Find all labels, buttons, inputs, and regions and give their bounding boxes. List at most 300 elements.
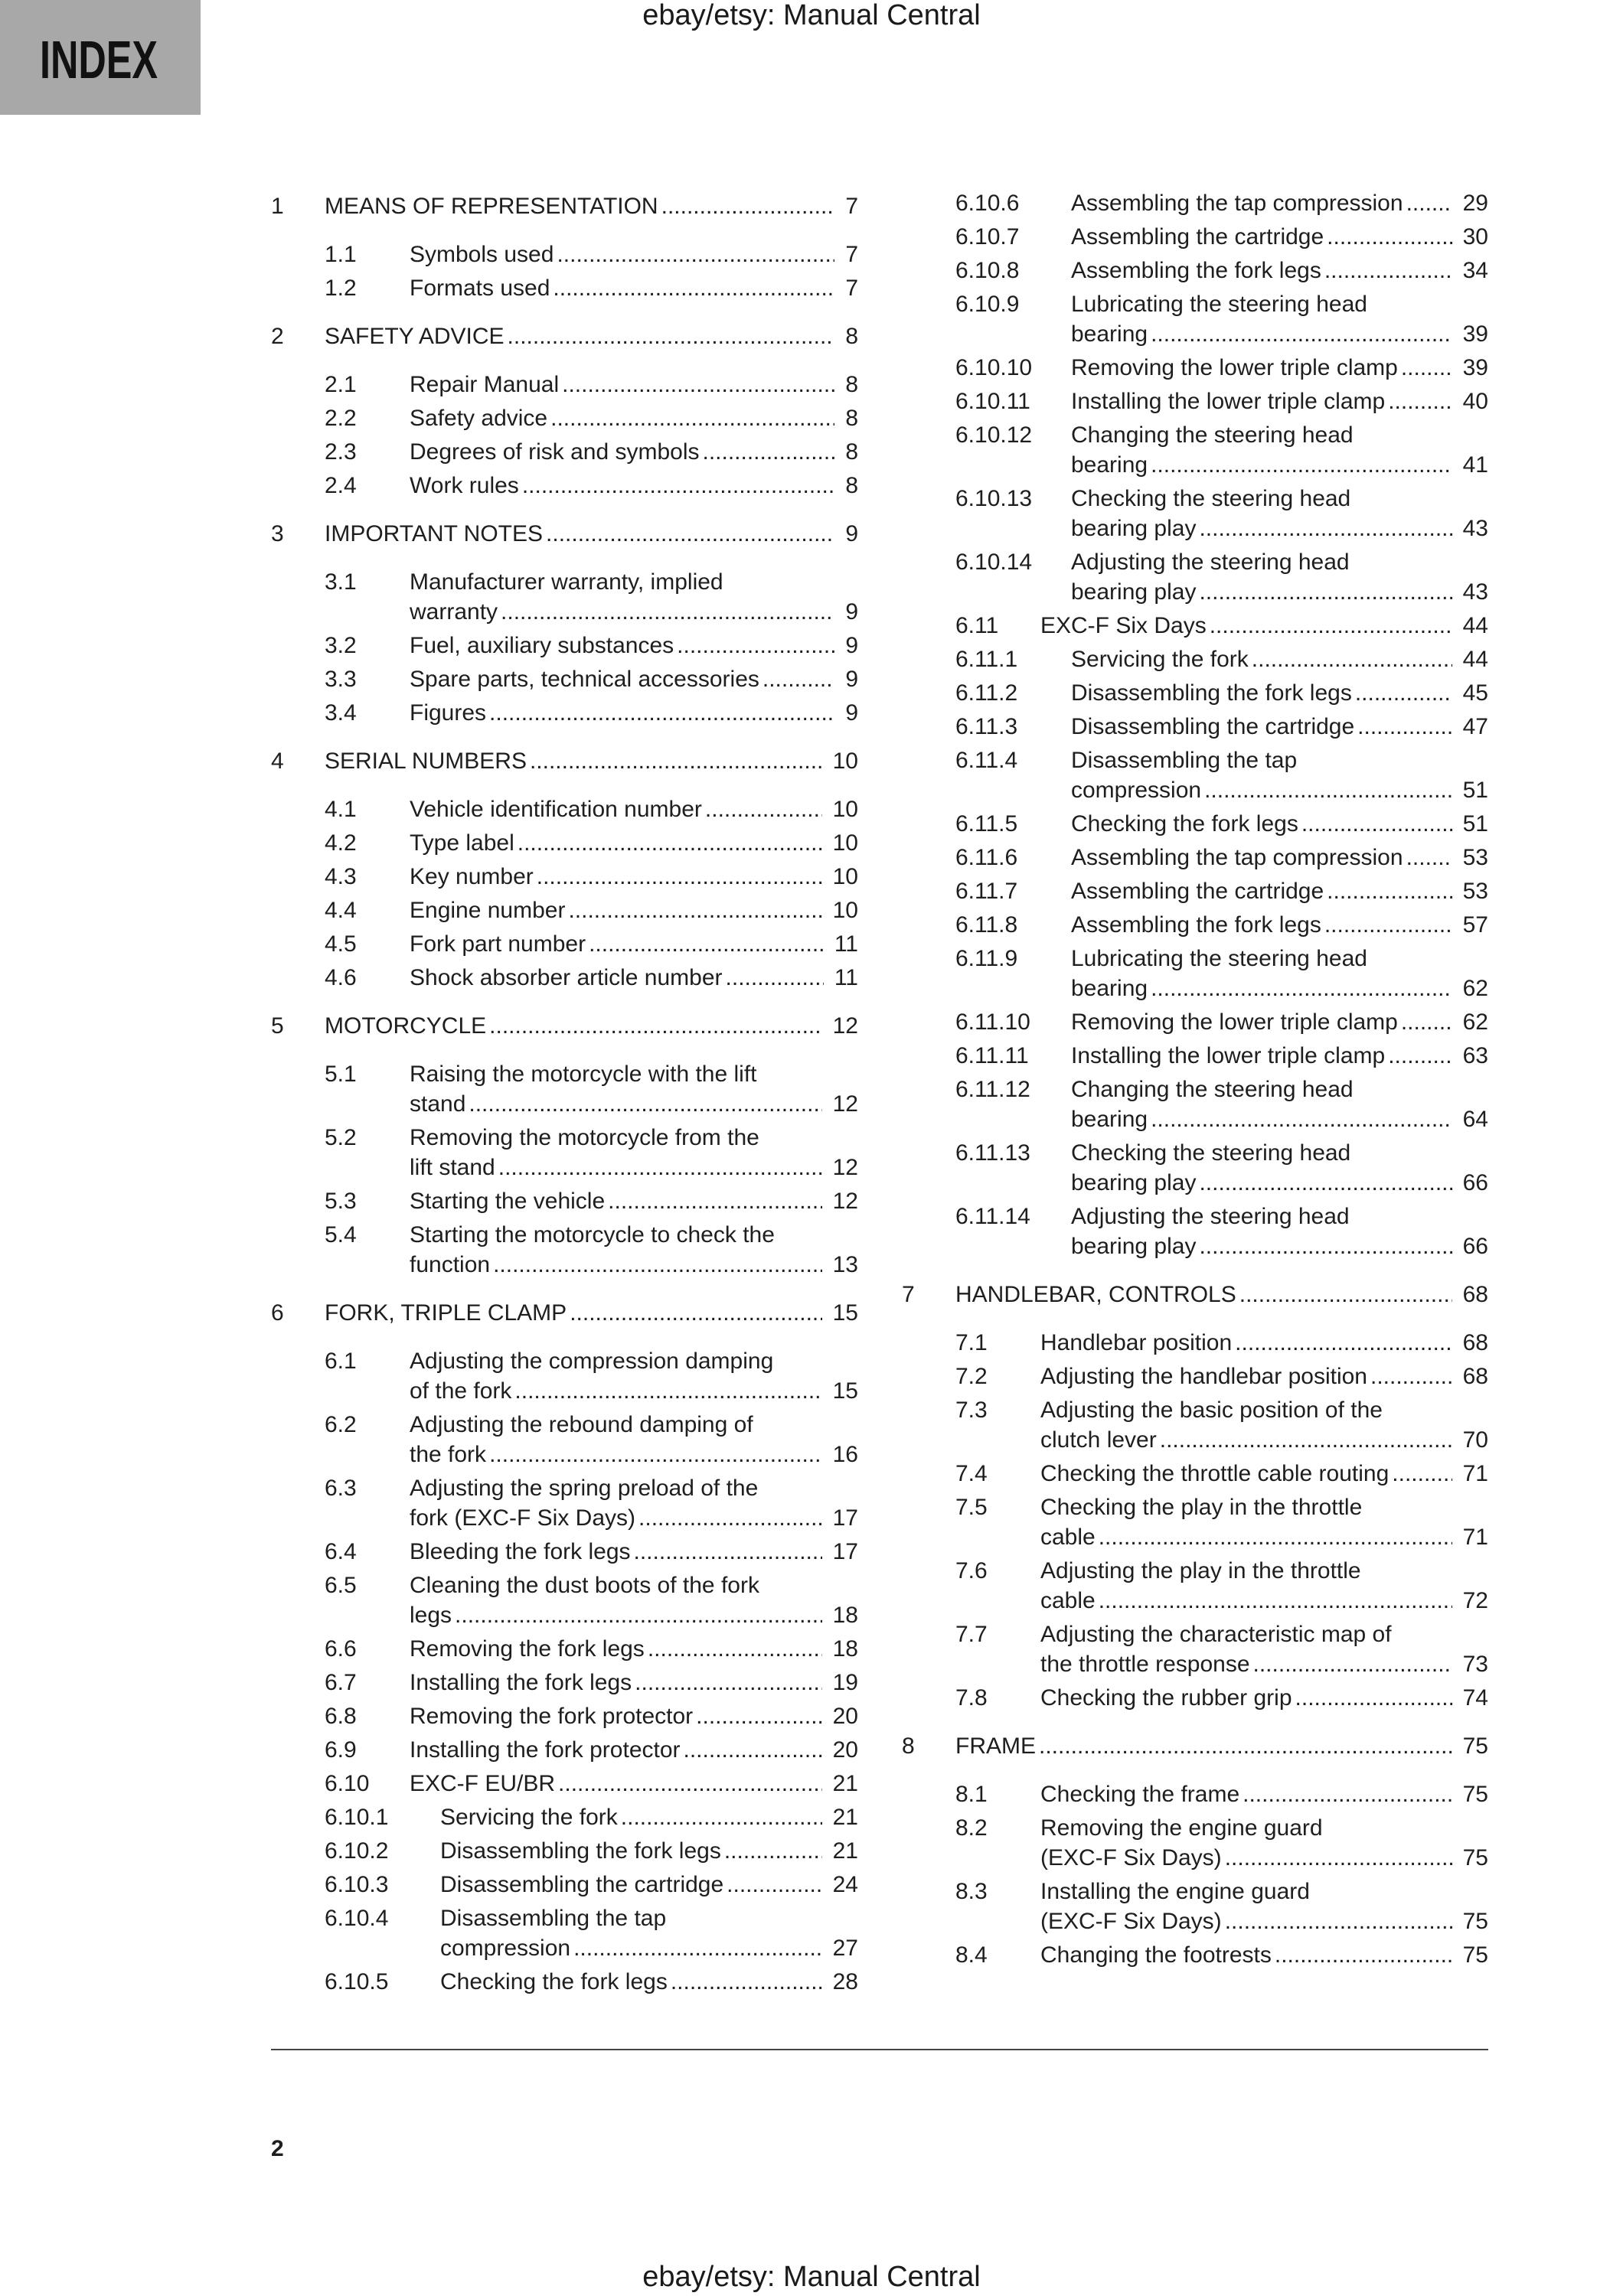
toc-entry-title: Disassembling the fork legs [440,1838,721,1864]
toc-entry [902,547,1488,607]
toc-entry-title: bearing play [1071,579,1197,605]
dot-leader [1272,1940,1452,1970]
dot-leader [486,1011,821,1041]
toc-page-number: 62 [1462,1009,1488,1035]
toc-entry-text [410,1410,858,1469]
toc-page-number: 10 [832,898,858,923]
dot-leader [635,1503,822,1533]
toc-chapter [271,1011,858,1041]
dot-leader [1385,1041,1452,1071]
toc-entry-last-line [1071,843,1488,872]
toc-entry-text [410,567,858,627]
toc-entry-text [1040,1395,1488,1455]
toc-page-number: 66 [1462,1234,1488,1259]
toc-entry-last-line [1071,319,1488,349]
toc-entry [902,1328,1488,1358]
toc-entry-text [1071,420,1488,480]
toc-entry-last-line [1071,1168,1488,1198]
toc-page-number: 57 [1462,912,1488,938]
toc-page-number: 27 [832,1936,858,1961]
toc-page-number: 13 [832,1252,858,1277]
dot-leader [1207,611,1452,641]
toc-entry-title: Checking the fork legs [440,1969,668,1994]
toc-entry-number: 2 [271,324,284,349]
toc-entry-text [410,664,858,694]
toc-entry-number: 6.11.4 [955,748,1018,773]
toc-page-number: 68 [1462,1364,1488,1389]
dot-leader [567,1298,821,1328]
toc-entry-text [410,631,858,660]
toc-entry [271,664,858,694]
toc-entry-text [410,862,858,892]
toc-entry-text [325,746,858,776]
toc-entry [271,963,858,993]
toc-entry-title-line: Adjusting the compression damping [410,1349,774,1374]
toc-page-number: 29 [1462,191,1488,216]
toc-entry-text [410,1668,858,1698]
toc-page-number: 21 [832,1771,858,1796]
toc-page-number: 44 [1462,647,1488,672]
toc-page-number: 11 [834,965,858,990]
toc-entry-title: Symbols used [410,242,554,267]
toc-entry-title: IMPORTANT NOTES [325,521,544,546]
toc-entry-last-line [325,321,858,351]
toc-entry-text [410,273,858,303]
toc-column-left [271,191,858,2001]
toc-entry [902,944,1488,1003]
toc-page-number: 12 [832,1155,858,1180]
toc-entry [902,1138,1488,1198]
toc-entry [902,611,1488,641]
toc-entry-title: Type label [410,830,514,856]
toc-entry [902,644,1488,674]
dot-leader [1403,843,1452,872]
toc-entry [271,1802,858,1832]
toc-entry-title: the fork [410,1442,487,1467]
dot-leader [1324,222,1452,252]
toc-entry-text [410,1346,858,1406]
toc-entry-number: 7.8 [955,1685,988,1711]
toc-entry-title: (EXC-F Six Days) [1040,1845,1222,1870]
toc-page-number: 10 [832,748,858,774]
toc-entry [902,353,1488,383]
toc-entry-text [1040,1813,1488,1873]
toc-entry-title: EXC-F Six Days [1040,613,1207,638]
toc-entry-title-line: Disassembling the tap [1071,748,1298,773]
toc-entry-number: 1.1 [325,242,357,267]
toc-entry-text [325,519,858,549]
toc-entry-title: Handlebar position [1040,1330,1233,1355]
toc-entry [902,1940,1488,1970]
toc-entry-title: (EXC-F Six Days) [1040,1909,1222,1934]
toc-entry-title: FRAME [955,1733,1036,1759]
toc-entry [271,240,858,269]
toc-entry-title: Repair Manual [410,372,560,397]
toc-entry [902,1362,1488,1391]
toc-entry [902,745,1488,805]
toc-page-number: 7 [845,276,858,301]
toc-entry-text [1071,1075,1488,1134]
toc-entry-text [410,1123,858,1182]
toc-entry-last-line [410,403,858,433]
toc-page-number: 9 [845,700,858,726]
toc-chapter [902,1731,1488,1761]
toc-entry-title: Assembling the fork legs [1071,912,1321,938]
toc-entry-number: 1 [271,194,284,219]
toc-entry-number: 6.10.9 [955,292,1020,317]
toc-entry-last-line [1040,1779,1488,1809]
dot-leader [519,471,835,501]
toc-entry [902,1395,1488,1455]
dot-leader [1249,644,1452,674]
toc-page-number: 64 [1462,1107,1488,1132]
toc-entry-number: 6.10.10 [955,355,1033,380]
toc-entry-last-line [1040,1940,1488,1970]
toc-entry [271,471,858,501]
toc-entry-title: SAFETY ADVICE [325,324,505,349]
toc-entry-title-line: Removing the motorcycle from the [410,1125,759,1150]
toc-entry-number: 2.2 [325,406,357,431]
toc-entry-title: Bleeding the fork legs [410,1539,631,1564]
dot-leader [759,664,834,694]
toc-entry-last-line [1071,974,1488,1003]
toc-entry-last-line [410,664,858,694]
toc-page-number: 43 [1462,516,1488,541]
toc-entry [902,1041,1488,1071]
toc-entry-last-line [1040,1843,1488,1873]
toc-entry-last-line [440,1802,858,1832]
toc-entry-last-line [410,1600,858,1630]
toc-entry-last-line [410,929,858,959]
dot-leader [723,1870,821,1900]
toc-entry [271,1346,858,1406]
toc-entry-number: 4.1 [325,797,357,822]
toc-entry-last-line [1040,1906,1488,1936]
toc-entry-title: Servicing the fork [440,1805,618,1830]
toc-entry-last-line [410,437,858,467]
toc-entry-last-line [1071,188,1488,218]
dot-leader [1398,1007,1452,1037]
toc-entry-last-line [1071,809,1488,839]
toc-entry [902,876,1488,906]
toc-entry-title: Key number [410,864,534,889]
toc-entry-title: legs [410,1603,452,1628]
toc-entry-last-line [1071,712,1488,742]
dot-leader [668,1967,822,1997]
toc-entry-last-line [1071,577,1488,607]
toc-entry-title: Safety advice [410,406,548,431]
toc-entry [271,1410,858,1469]
toc-entry-title-line: Checking the play in the throttle [1040,1495,1363,1520]
toc-entry-text [325,321,858,351]
dot-leader [1196,1168,1452,1198]
toc-entry-title: Removing the lower triple clamp [1071,355,1398,380]
dot-leader [700,437,835,467]
dot-leader [1321,910,1452,940]
toc-entry-title: function [410,1252,491,1277]
toc-entry-title: Removing the fork protector [410,1704,694,1729]
toc-entry-number: 6.7 [325,1670,357,1695]
toc-page-number: 28 [832,1969,858,1994]
toc-entry-number: 6.10.11 [955,389,1030,414]
toc-entry-last-line [410,895,858,925]
toc-entry [271,862,858,892]
toc-entry-title: Installing the fork legs [410,1670,632,1695]
dot-leader [1196,1231,1452,1261]
toc-entry-number: 6.10.14 [955,550,1033,575]
toc-entry [902,420,1488,480]
toc-entry-title-line: Lubricating the steering head [1071,292,1367,317]
toc-entry-last-line [1071,876,1488,906]
dot-leader [1292,1683,1452,1713]
toc-page-number: 70 [1462,1427,1488,1453]
dot-leader [1096,1522,1452,1552]
toc-page-number: 15 [832,1300,858,1326]
toc-entry-text [1071,1007,1488,1037]
toc-entry-number: 6.11.10 [955,1009,1030,1035]
toc-entry-title: lift stand [410,1155,495,1180]
toc-entry-title: Removing the lower triple clamp [1071,1009,1398,1035]
toc-entry [271,698,858,728]
toc-entry-last-line [325,1298,858,1328]
toc-entry-title-line: Raising the motorcycle with the lift [410,1062,757,1087]
toc-page-number: 17 [832,1539,858,1564]
toc-entry-text [410,1570,858,1630]
index-tab [0,0,201,115]
toc-page-number: 75 [1462,1733,1488,1759]
toc-entry-number: 6.10.6 [955,191,1020,216]
toc-entry-title: Assembling the fork legs [1071,258,1321,283]
toc-entry [902,910,1488,940]
toc-entry-number: 6.11.13 [955,1140,1030,1166]
toc-entry-number: 7.7 [955,1622,988,1647]
toc-entry-number: 3.2 [325,633,357,658]
toc-entry-title-line: Adjusting the steering head [1071,1204,1350,1229]
toc-chapter [271,519,858,549]
toc-entry-last-line [1071,678,1488,708]
toc-entry-text [410,698,858,728]
dot-leader [631,1537,822,1567]
toc-entry [271,1220,858,1280]
toc-entry-title: Disassembling the cartridge [1071,714,1355,739]
toc-entry [271,1769,858,1799]
toc-entry-number: 5.4 [325,1222,357,1247]
toc-page-number: 9 [845,633,858,658]
toc-entry-title: Checking the frame [1040,1782,1240,1807]
toc-entry-text [1071,644,1488,674]
toc-entry [902,1779,1488,1809]
toc-entry-text [1071,222,1488,252]
toc-entry-title: Spare parts, technical accessories [410,667,759,692]
toc-page-number: 7 [845,242,858,267]
toc-entry-text [1071,910,1488,940]
watermark-top: ebay/etsy: Manual Central [642,0,981,31]
toc-entry-title: compression [440,1936,571,1961]
toc-entry-title: Installing the fork protector [410,1737,681,1763]
toc-entry-title-line: Starting the motorcycle to check the [410,1222,775,1247]
toc-entry [271,631,858,660]
toc-entry-last-line [1071,1007,1488,1037]
toc-entry [271,1537,858,1567]
toc-page-number: 9 [845,521,858,546]
dot-leader [586,929,824,959]
toc-entry-number: 5.1 [325,1062,357,1087]
toc-entry-number: 8.3 [955,1879,988,1904]
toc-entry-title: cable [1040,1525,1096,1550]
dot-leader [723,963,824,993]
toc-entry-title: bearing play [1071,516,1197,541]
toc-entry-number: 7.5 [955,1495,988,1520]
toc-entry-title: Assembling the tap compression [1071,845,1403,870]
toc-entry-text [440,1870,858,1900]
toc-entry-title-line: Adjusting the spring preload of the [410,1476,759,1501]
dot-leader [658,191,835,221]
dot-leader [1036,1731,1452,1761]
toc-entry-last-line [410,1634,858,1664]
toc-page-number: 8 [845,439,858,465]
toc-entry-text [1071,256,1488,285]
toc-entry [902,1459,1488,1489]
toc-entry-text [440,1802,858,1832]
dot-leader [721,1836,822,1866]
dot-leader [465,1089,821,1119]
toc-entry [271,1668,858,1698]
toc-entry [271,794,858,824]
dot-leader [1298,809,1452,839]
toc-entry-last-line [410,1503,858,1533]
toc-entry-number: 6.11.11 [955,1043,1029,1068]
toc-entry-title: Checking the fork legs [1071,811,1298,837]
toc-entry-text [1040,1459,1488,1489]
toc-page-number: 53 [1462,845,1488,870]
toc-page-number: 20 [832,1737,858,1763]
dot-leader [1354,712,1452,742]
toc-entry-title: Fork part number [410,931,586,957]
toc-entry-title: Checking the rubber grip [1040,1685,1292,1711]
toc-page-number: 21 [832,1805,858,1830]
toc-entry [271,1634,858,1664]
toc-entry-number: 6.5 [325,1573,357,1598]
toc-entry-title: Engine number [410,898,566,923]
toc-entry-number: 6.10.13 [955,486,1033,511]
toc-entry-title-line: Checking the steering head [1071,486,1351,511]
toc-entry-title: Vehicle identification number [410,797,702,822]
toc-entry-title: the throttle response [1040,1652,1250,1677]
toc-entry-last-line [1071,644,1488,674]
toc-entry-number: 4.4 [325,898,357,923]
toc-entry-number: 6.11.6 [955,845,1018,870]
toc-entry [902,289,1488,349]
toc-entry-number: 3.3 [325,667,357,692]
toc-entry-text [1040,1779,1488,1809]
dot-leader [1232,1328,1452,1358]
toc-entry-last-line [440,1836,858,1866]
toc-entry-text [410,471,858,501]
toc-page-number: 9 [845,599,858,625]
dot-leader [514,828,822,858]
toc-entry-title: Assembling the cartridge [1071,879,1324,904]
toc-page-number: 20 [832,1704,858,1729]
toc-entry-number: 2.1 [325,372,357,397]
toc-entry-number: 6.8 [325,1704,357,1729]
toc-entry-last-line [410,794,858,824]
toc-entry [902,678,1488,708]
toc-page-number: 66 [1462,1170,1488,1195]
toc-entry-title: Changing the footrests [1040,1942,1272,1968]
toc-entry-text [1071,678,1488,708]
toc-entry-number: 6.11.8 [955,912,1018,938]
dot-leader [534,862,822,892]
toc-entry-number: 6.10 [325,1771,370,1796]
toc-page-number: 74 [1462,1685,1488,1711]
toc-entry-text [955,1280,1488,1309]
toc-entry-text [1040,1683,1488,1713]
toc-page-number: 15 [832,1378,858,1404]
dot-leader [632,1668,821,1698]
toc-entry-last-line [410,1769,858,1799]
toc-page-number: 10 [832,797,858,822]
toc-entry-title: Installing the lower triple clamp [1071,1043,1386,1068]
dot-leader [1236,1280,1452,1309]
toc-entry-text [1040,611,1488,641]
toc-entry-last-line [410,1186,858,1216]
dot-leader [1321,256,1452,285]
toc-entry-last-line [1040,1649,1488,1679]
toc-entry-title-line: Adjusting the play in the throttle [1040,1558,1361,1583]
toc-entry-title: Disassembling the cartridge [440,1872,724,1897]
toc-page-number: 43 [1462,579,1488,605]
toc-page-number: 10 [832,864,858,889]
toc-entry [271,1570,858,1630]
toc-page-number: 30 [1462,224,1488,249]
dot-leader [1148,319,1452,349]
dot-leader [702,794,822,824]
toc-entry-number: 6.11.12 [955,1077,1030,1102]
toc-page-number: 68 [1462,1282,1488,1307]
toc-entry-title: compression [1071,778,1202,803]
toc-entry-text [1040,1328,1488,1358]
toc-page-number: 41 [1462,452,1488,478]
toc-page-number: 75 [1462,1942,1488,1968]
toc-entry-title: bearing [1071,452,1148,478]
dot-leader [498,597,834,627]
toc-entry-text [440,1903,858,1963]
toc-entry-title: Assembling the tap compression [1071,191,1403,216]
toc-entry-text [1040,1940,1488,1970]
toc-entry-last-line [1071,222,1488,252]
toc-entry-last-line [1071,353,1488,383]
toc-entry-last-line [1071,775,1488,805]
toc-entry-last-line [410,828,858,858]
toc-page-number: 39 [1462,321,1488,347]
toc-entry-last-line [1040,1459,1488,1489]
toc-entry-number: 8.1 [955,1782,988,1807]
dot-leader [555,1769,822,1799]
toc-entry-title-line: Changing the steering head [1071,1077,1354,1102]
toc-entry-number: 4.3 [325,864,357,889]
toc-entry-title-line: Installing the engine guard [1040,1879,1310,1904]
toc-entry-text [325,1298,858,1328]
toc-entry-title: Disassembling the fork legs [1071,680,1352,706]
toc-entry-last-line [325,746,858,776]
toc-entry-title: HANDLEBAR, CONTROLS [955,1282,1236,1307]
toc-entry-last-line [1040,1362,1488,1391]
dot-leader [1352,678,1452,708]
toc-entry-number: 6.3 [325,1476,357,1501]
toc-entry [902,1075,1488,1134]
toc-entry [271,1735,858,1765]
toc-entry-last-line [1040,611,1488,641]
